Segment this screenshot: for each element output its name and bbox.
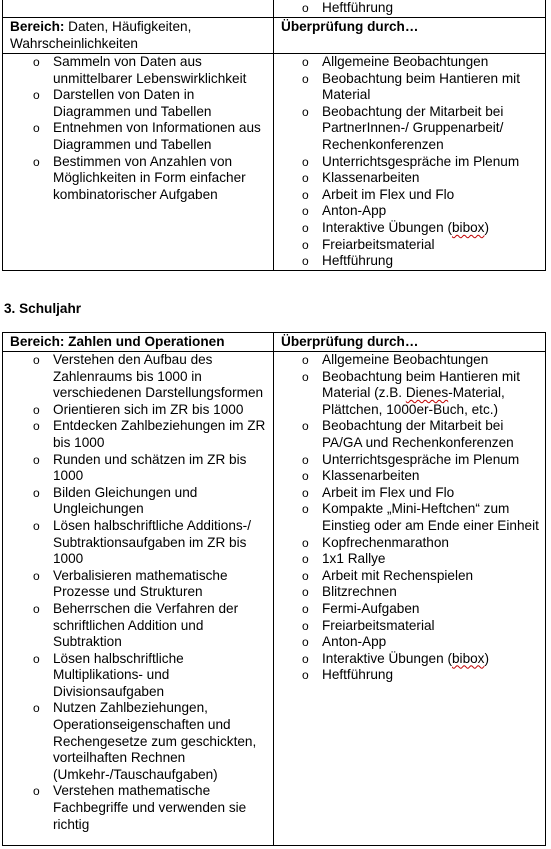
list-item: [274, 568, 545, 585]
bullet-marker: o: [302, 618, 309, 633]
list-item-text: Interaktive Übungen (bibox): [322, 219, 490, 235]
list-item: [3, 568, 273, 601]
list-item: [274, 485, 545, 502]
list-item: [274, 104, 545, 154]
list-item: [3, 485, 273, 518]
bullet-marker: o: [302, 55, 309, 69]
bullet-marker: o: [302, 254, 309, 269]
list-item: o Heftführung: [302, 0, 394, 15]
competence-cell: [3, 352, 274, 846]
list-item: [274, 468, 545, 485]
list-item-text: Arbeit im Flex und Flo: [322, 484, 455, 500]
bullet-marker: o: [33, 88, 40, 103]
list-item-text: Orientieren sich im ZR bis 1000: [53, 401, 244, 417]
list-item-text: Beobachtung der Mitarbeit bei PA/GA und Rechenkonferenzen: [322, 418, 514, 450]
list-item-text: Beherrschen die Verfahren der schriftlichen Addition und Subtraktion: [53, 600, 239, 650]
list-item: [3, 418, 273, 451]
bullet-marker: o: [302, 353, 309, 367]
list-item: [3, 154, 273, 204]
carry-over-row: [3, 0, 546, 18]
list-item: [3, 700, 273, 783]
bullet-marker: o: [302, 502, 309, 517]
bullet-marker: o: [302, 601, 309, 616]
list-item-text: Bestimmen von Anzahlen von Möglichkeiten in Form einfacher kombinatorischer Aufgaben: [53, 153, 246, 202]
header-row: [3, 333, 546, 352]
list-item-text: Freiarbeitsmaterial: [322, 617, 435, 633]
bullet-marker: o: [33, 601, 40, 616]
content-row: [3, 54, 546, 271]
bullet-marker: o: [33, 701, 40, 716]
list-item-text: Kopfrechenmarathon: [322, 534, 449, 550]
bullet-marker: o: [302, 585, 309, 600]
bullet-marker: o: [302, 71, 309, 86]
bullet-marker: o: [33, 568, 40, 583]
list-item-text: Runden und schätzen im ZR bis 1000: [53, 451, 247, 484]
list-item: [274, 154, 545, 171]
bullet-marker: o: [302, 187, 309, 202]
list-item-text: Bilden Gleichungen und Ungleichungen: [53, 484, 198, 517]
list-item: [3, 452, 273, 485]
list-item: [274, 584, 545, 601]
bullet-marker: o: [33, 154, 40, 169]
list-item-text: Beobachtung der Mitarbeit bei PartnerInnen-/ Gruppenarbeit/ Rechenkonferenzen: [322, 103, 504, 152]
list-item: [274, 253, 545, 270]
bullet-marker: o: [302, 104, 309, 119]
bullet-marker: o: [33, 353, 40, 367]
bullet-marker: o: [302, 171, 309, 186]
bullet-marker: o: [33, 651, 40, 666]
list-item-text: Heftführung: [322, 667, 394, 683]
bullet-marker: o: [33, 402, 40, 417]
list-item: [274, 170, 545, 187]
bullet-marker: o: [302, 452, 309, 467]
list-item-text: Unterrichtsgespräche im Plenum: [322, 451, 520, 467]
assessment-cell: [274, 54, 546, 271]
carry-over-left-cell: [3, 0, 274, 18]
list-item-text: Lösen halbschriftliche Additions-/ Subtraktionsaufgaben im ZR bis 1000: [53, 517, 251, 567]
bullet-marker: o: [302, 635, 309, 650]
bullet-marker: o: [302, 535, 309, 550]
list-item: [274, 452, 545, 469]
list-item: [3, 120, 273, 153]
bullet-marker: o: [302, 204, 309, 219]
bullet-marker: o: [302, 154, 309, 169]
list-item-text: Verstehen den Aufbau des Zahlenraums bis 1000 in verschiedenen Darstellungsformen: [53, 352, 264, 401]
check-header-cell: Überprüfung durch…: [274, 18, 546, 54]
list-item-text: 1x1 Rallye: [322, 551, 386, 567]
list-item: [274, 618, 545, 635]
bullet-marker: o: [302, 552, 309, 567]
list-item: [274, 369, 545, 419]
table-daten-haeufigkeiten: [2, 0, 546, 271]
list-item: [3, 352, 273, 402]
list-item-text: Interaktive Übungen (bibox): [322, 650, 490, 666]
bullet-marker: o: [302, 568, 309, 583]
list-item: [3, 87, 273, 120]
list-item-text: Verbalisieren mathematische Prozesse und Strukturen: [53, 567, 228, 600]
bullet-marker: o: [302, 668, 309, 683]
bullet-marker: o: [302, 237, 309, 252]
list-item: [274, 601, 545, 618]
assessment-cell: [274, 352, 546, 846]
list-item: [274, 667, 545, 684]
list-item: [3, 54, 273, 87]
bullet-marker: o: [33, 419, 40, 434]
bullet-marker: o: [302, 419, 309, 434]
list-item: [3, 783, 273, 833]
list-item: [274, 220, 545, 237]
list-item: [3, 402, 273, 419]
list-item-text: Nutzen Zahlbeziehungen, Operationseigenschaften und Rechengesetze zum geschickten, vorteilhaften Rechnen (Umkehr-/Tauschaufgaben): [53, 700, 257, 782]
list-item-text: Entdecken Zahlbeziehungen im ZR bis 1000: [53, 418, 266, 450]
list-item-text: Allgemeine Beobachtungen: [322, 352, 489, 367]
list-item: [274, 651, 545, 668]
section-title: 3. Schuljahr: [4, 301, 82, 316]
list-item: [274, 54, 545, 71]
bullet-marker: o: [33, 518, 40, 533]
list-item-text: Klassenarbeiten: [322, 468, 420, 484]
list-item-text: Allgemeine Beobachtungen: [322, 54, 489, 69]
list-item-text: Arbeit im Flex und Flo: [322, 186, 455, 202]
list-item: [274, 535, 545, 552]
list-item: [274, 634, 545, 651]
list-item-text: Verstehen mathematische Fachbegriffe und verwenden sie richtig: [53, 783, 247, 832]
list-item: [274, 551, 545, 568]
bullet-marker: o: [33, 784, 40, 799]
list-item-text: Beobachtung beim Hantieren mit Material (z.B. Dienes-Material, Plättchen, 1000er-Buch, etc.): [322, 368, 520, 417]
carry-over-right-cell: [274, 0, 546, 18]
list-item: [274, 352, 545, 369]
list-item-text: Kompakte „Mini-Heftchen“ zum Einstieg oder am Ende einer Einheit: [322, 501, 539, 533]
list-item-text: Klassenarbeiten: [322, 170, 420, 186]
list-item: [274, 237, 545, 254]
list-item-text: Heftführung: [322, 253, 394, 269]
bullet-marker: o: [33, 121, 40, 136]
check-header-cell: Überprüfung durch…: [274, 333, 546, 352]
bullet-marker: o: [33, 485, 40, 500]
bullet-marker: o: [302, 485, 309, 500]
list-item: [274, 501, 545, 534]
list-item-text: Arbeit mit Rechenspielen: [322, 567, 474, 583]
table-zahlen-operationen: [2, 332, 546, 846]
list-item: [3, 518, 273, 568]
bereich-header-cell: Bereich: Zahlen und Operationen: [3, 333, 274, 352]
list-item-text: Freiarbeitsmaterial: [322, 236, 435, 252]
list-item-text: Fermi-Aufgaben: [322, 600, 420, 616]
list-item-text: Unterrichtsgespräche im Plenum: [322, 153, 520, 169]
list-item: [274, 187, 545, 204]
bullet-marker: o: [33, 55, 40, 69]
list-item-text: Anton-App: [322, 634, 387, 650]
list-item-text: Beobachtung beim Hantieren mit Material: [322, 70, 520, 103]
bullet-marker: o: [302, 369, 309, 384]
bullet-marker: o: [302, 1, 309, 15]
list-item: [3, 601, 273, 651]
bullet-marker: o: [302, 651, 309, 666]
header-row: [3, 18, 546, 54]
list-item-text: Darstellen von Daten in Diagrammen und Tabellen: [53, 87, 212, 119]
list-item: [3, 651, 273, 701]
bullet-marker: o: [33, 452, 40, 467]
list-item-text: Sammeln von Daten aus unmittelbarer Lebenswirklichkeit: [53, 54, 247, 86]
list-item-text: Blitzrechnen: [322, 584, 397, 600]
list-item: [274, 71, 545, 104]
bereich-header-cell: Bereich: Daten, Häufigkeiten, Wahrscheinlichkeiten: [3, 18, 274, 54]
bullet-marker: o: [302, 220, 309, 235]
list-item: [274, 203, 545, 220]
list-item: [274, 418, 545, 451]
bullet-marker: o: [302, 469, 309, 484]
list-item-text: Lösen halbschriftliche Multiplikations- und Divisionsaufgaben: [53, 650, 184, 699]
content-row: [3, 352, 546, 846]
list-item-text: Entnehmen von Informationen aus Diagrammen und Tabellen: [53, 120, 261, 152]
competence-cell: [3, 54, 274, 271]
list-item-text: Anton-App: [322, 203, 387, 219]
